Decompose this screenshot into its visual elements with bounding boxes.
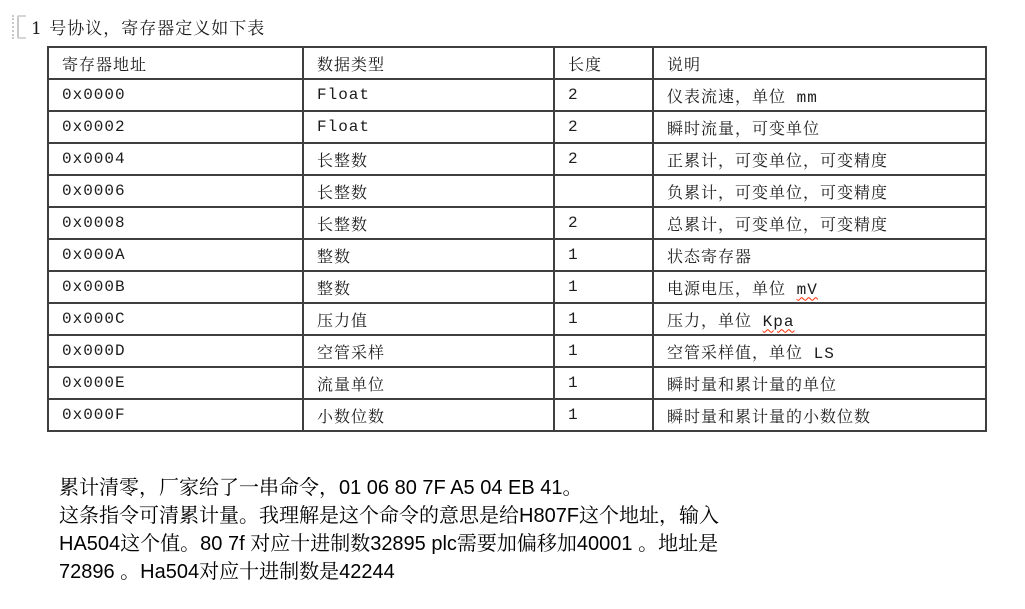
cell-address: 0x0004: [48, 143, 303, 175]
notes-line: HA504这个值。80 7f 对应十进制数32895 plc需要加偏移加40001 。地址是: [59, 533, 719, 555]
cell-description: [653, 111, 986, 143]
cell-length: 1: [554, 399, 653, 431]
cell-data-type: 长整数: [303, 143, 554, 175]
cell-length: 1: [554, 271, 653, 303]
cell-length: 2: [554, 207, 653, 239]
cell-length: [554, 175, 653, 207]
cell-data-type: 长整数: [303, 175, 554, 207]
cell-length: 1: [554, 335, 653, 367]
paragraph-outline-marker-icon: [12, 15, 26, 39]
cell-length: 1: [554, 367, 653, 399]
table-row: [48, 335, 986, 367]
dotted-line-icon: [12, 15, 14, 39]
cell-description: [653, 271, 986, 303]
description-text: 压力，单位: [667, 312, 763, 331]
cell-data-type: 空管采样: [303, 335, 554, 367]
cell-address: 0x000F: [48, 399, 303, 431]
cell-address: 0x000B: [48, 271, 303, 303]
description-text: 瞬时量和累计量的小数位数: [667, 408, 872, 427]
description-text: 空管采样值，单位 LS: [667, 344, 835, 363]
cell-description: [653, 367, 986, 399]
notes-paragraph: [59, 474, 719, 586]
cell-address: 0x000E: [48, 367, 303, 399]
cell-length: 1: [554, 239, 653, 271]
table-row: [48, 303, 986, 335]
cell-description: [653, 79, 986, 111]
cell-data-type: 长整数: [303, 207, 554, 239]
cell-data-type: 小数位数: [303, 399, 554, 431]
cell-description: [653, 207, 986, 239]
cell-data-type: 整数: [303, 271, 554, 303]
table-row: [48, 399, 986, 431]
page-title: 1 号协议，寄存器定义如下表: [31, 19, 266, 39]
column-header: 说明: [653, 47, 986, 79]
table-header-row: [48, 47, 986, 79]
table-row: [48, 367, 986, 399]
table-row: [48, 79, 986, 111]
cell-data-type: Float: [303, 111, 554, 143]
cell-length: 2: [554, 143, 653, 175]
cell-description: [653, 335, 986, 367]
cell-address: 0x0000: [48, 79, 303, 111]
notes-line: 72896 。Ha504对应十进制数是42244: [59, 561, 395, 583]
table-row: [48, 111, 986, 143]
cell-description: [653, 303, 986, 335]
cell-data-type: 整数: [303, 239, 554, 271]
cell-length: 2: [554, 111, 653, 143]
notes-line: 累计清零，厂家给了一串命令，01 06 80 7F A5 04 EB 41。: [59, 477, 583, 499]
cell-description: [653, 143, 986, 175]
description-text: 负累计，可变单位，可变精度: [667, 184, 889, 203]
cell-length: 2: [554, 79, 653, 111]
table-row: [48, 143, 986, 175]
description-text: 正累计，可变单位，可变精度: [667, 152, 889, 171]
document-title-row: [12, 14, 265, 39]
cell-length: 1: [554, 303, 653, 335]
table-row: [48, 175, 986, 207]
cell-address: 0x000A: [48, 239, 303, 271]
description-text: 瞬时流量，可变单位: [667, 120, 821, 139]
table-header: [48, 47, 986, 79]
table-row: [48, 207, 986, 239]
description-text: 总累计，可变单位，可变精度: [667, 216, 889, 235]
description-text: 电源电压，单位: [667, 280, 797, 299]
cell-data-type: Float: [303, 79, 554, 111]
cell-address: 0x0002: [48, 111, 303, 143]
notes-line: 这条指令可清累计量。我理解是这个命令的意思是给H807F这个地址，输入: [59, 505, 720, 527]
cell-description: [653, 239, 986, 271]
cell-data-type: 压力值: [303, 303, 554, 335]
bracket-icon: [17, 15, 26, 39]
register-definition-table: [47, 46, 987, 432]
cell-description: [653, 175, 986, 207]
cell-address: 0x0006: [48, 175, 303, 207]
cell-address: 0x000D: [48, 335, 303, 367]
column-header: 寄存器地址: [48, 47, 303, 79]
cell-address: 0x000C: [48, 303, 303, 335]
cell-data-type: 流量单位: [303, 367, 554, 399]
table-row: [48, 239, 986, 271]
cell-description: [653, 399, 986, 431]
table-row: [48, 271, 986, 303]
table-body: [48, 79, 986, 431]
spellcheck-flagged-text: mV: [796, 280, 818, 299]
column-header: 长度: [554, 47, 653, 79]
column-header: 数据类型: [303, 47, 554, 79]
description-text: 瞬时量和累计量的单位: [667, 376, 838, 395]
description-text: 仪表流速，单位 mm: [667, 88, 818, 107]
description-text: 状态寄存器: [667, 248, 753, 267]
cell-address: 0x0008: [48, 207, 303, 239]
spellcheck-flagged-text: Kpa: [762, 312, 795, 331]
